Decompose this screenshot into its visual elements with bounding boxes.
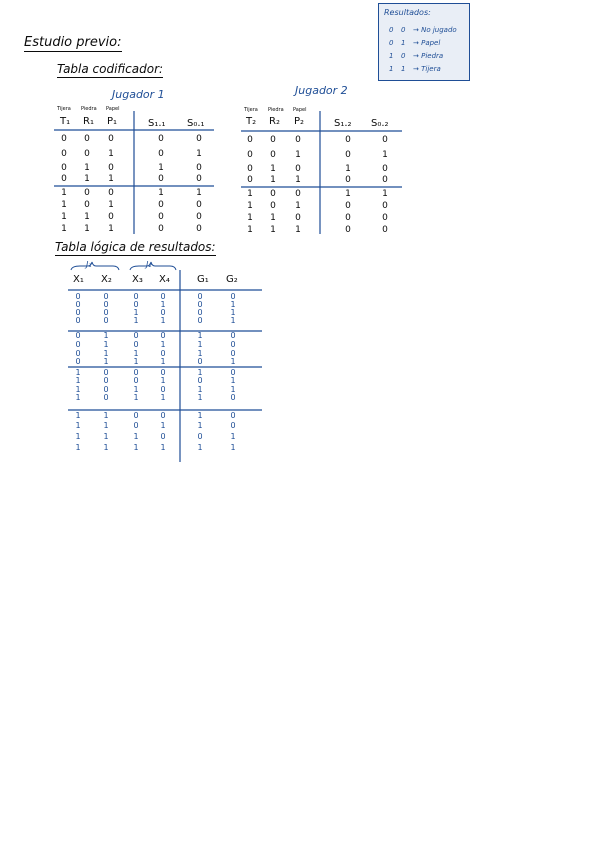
logica-cell: 1	[197, 393, 203, 402]
j1-brace	[71, 262, 119, 270]
jugador1-small-label: Tijera	[57, 106, 71, 112]
jugador1-title: Jugador 1	[112, 88, 165, 101]
jugador1-cell: 0	[196, 212, 202, 222]
jugador2-cell: 0	[270, 201, 276, 211]
jugador1-cell: 1	[84, 212, 90, 222]
logica-cell: 0	[133, 411, 139, 420]
logica-cell: 1	[103, 357, 109, 366]
logica-cell: 0	[103, 316, 109, 325]
jugador2-cell: 0	[382, 213, 388, 223]
jugador1-small-label: Piedra	[81, 106, 97, 112]
logica-cell: 0	[133, 292, 139, 301]
logica-cell: 1	[197, 443, 203, 452]
jugador1-cell: 0	[61, 134, 67, 144]
logica-cell: 0	[133, 376, 139, 385]
logica-cell: 1	[160, 443, 166, 452]
jugador2-header: S₀.₂	[371, 118, 389, 129]
jugador2-small-label: Piedra	[268, 107, 284, 113]
jugador1-cell: 0	[84, 200, 90, 210]
logica-cell: 0	[160, 331, 166, 340]
logica-cell: 1	[160, 300, 166, 309]
logica-cell: 0	[103, 308, 109, 317]
logica-cell: 1	[103, 421, 109, 430]
logica-cell: 1	[75, 376, 81, 385]
logica-cell: 1	[75, 393, 81, 402]
resultados-row: 1 0 → Piedra	[389, 52, 444, 60]
logica-cell: 0	[103, 385, 109, 394]
logica-cell: 1	[103, 443, 109, 452]
logica-cell: 0	[160, 292, 166, 301]
logica-cell: 1	[160, 393, 166, 402]
logica-cell: 0	[160, 385, 166, 394]
logica-cell: 0	[103, 393, 109, 402]
logica-cell: 0	[197, 300, 203, 309]
jugador2-cell: 0	[382, 175, 388, 185]
heading-estudio-previo: Estudio previo:	[24, 35, 122, 50]
logica-cell: 0	[197, 432, 203, 441]
logica-cell: 0	[230, 292, 236, 301]
logica-cell: 0	[197, 357, 203, 366]
logica-cell: 0	[160, 308, 166, 317]
jugador2-cell: 0	[382, 201, 388, 211]
heading-tabla-codificador: Tabla codificador:	[57, 62, 164, 76]
jugador1-cell: 0	[158, 200, 164, 210]
jugador2-title: Jugador 2	[295, 84, 348, 97]
logica-cell: 0	[133, 368, 139, 377]
logica-cell: 1	[75, 368, 81, 377]
jugador1-cell: 1	[108, 174, 114, 184]
logica-cell: 0	[160, 411, 166, 420]
jugador2-cell: 0	[345, 175, 351, 185]
resultados-row: 0 0 → No jugado	[389, 26, 457, 34]
jugador2-cell: 0	[295, 189, 301, 199]
logica-cell: 0	[103, 368, 109, 377]
jugador1-cell: 1	[61, 200, 67, 210]
jugador1-cell: 1	[61, 224, 67, 234]
logica-cell: 1	[160, 340, 166, 349]
jugador2-cell: 0	[247, 150, 253, 160]
jugador1-cell: 0	[108, 163, 114, 173]
logica-cell: 1	[160, 316, 166, 325]
jugador2-header: R₂	[269, 116, 280, 127]
jugador1-header: P₁	[107, 116, 118, 127]
jugador2-cell: 1	[247, 213, 253, 223]
logica-cell: 0	[75, 316, 81, 325]
jugador1-cell: 1	[61, 212, 67, 222]
jugador2-cell: 0	[270, 189, 276, 199]
logica-cell: 1	[75, 432, 81, 441]
heading-tabla-logica: Tabla lógica de resultados:	[55, 240, 216, 254]
logica-cell: 0	[75, 349, 81, 358]
logica-cell: 0	[133, 300, 139, 309]
jugador2-small-label: Papel	[293, 107, 307, 113]
logica-cell: 0	[75, 340, 81, 349]
logica-cell: 0	[197, 308, 203, 317]
jugador1-cell: 0	[158, 212, 164, 222]
jugador1-cell: 0	[158, 174, 164, 184]
jugador2-cell: 1	[270, 213, 276, 223]
logica-cell: 1	[197, 331, 203, 340]
logica-cell: 1	[75, 421, 81, 430]
jugador2-cell: 0	[295, 164, 301, 174]
logica-cell: 1	[197, 411, 203, 420]
jugador1-cell: 1	[108, 224, 114, 234]
jugador2-cell: 1	[270, 164, 276, 174]
logica-cell: 1	[197, 385, 203, 394]
jugador2-cell: 0	[345, 201, 351, 211]
logica-cell: 0	[133, 331, 139, 340]
jugador1-cell: 0	[61, 163, 67, 173]
jugador1-cell: 0	[196, 163, 202, 173]
jugador1-cell: 0	[61, 149, 67, 159]
jugador1-cell: 0	[196, 134, 202, 144]
jugador1-cell: 0	[196, 224, 202, 234]
logica-cell: 0	[230, 421, 236, 430]
logica-cell: 1	[160, 357, 166, 366]
logica-cell: 0	[103, 376, 109, 385]
jugador2-cell: 0	[247, 135, 253, 145]
jugador2-cell: 0	[270, 150, 276, 160]
jugador2-header: P₂	[294, 116, 305, 127]
jugador2-cell: 0	[295, 213, 301, 223]
logica-cell: 1	[197, 349, 203, 358]
jugador1-cell: 0	[108, 134, 114, 144]
logica-cell: 1	[133, 443, 139, 452]
logica-cell: 0	[230, 331, 236, 340]
jugador1-cell: 1	[84, 224, 90, 234]
logica-cell: 1	[133, 349, 139, 358]
jugador2-cell: 1	[345, 164, 351, 174]
logica-cell: 1	[133, 316, 139, 325]
jugador1-cell: 1	[84, 174, 90, 184]
logica-cell: 1	[103, 349, 109, 358]
jugador1-cell: 1	[108, 200, 114, 210]
jugador1-cell: 1	[108, 149, 114, 159]
logica-cell: 1	[230, 357, 236, 366]
logica-cell: 0	[160, 368, 166, 377]
resultados-row: 1 1 → Tijera	[389, 65, 441, 73]
jugador2-header: T₂	[246, 116, 257, 127]
jugador1-header: T₁	[60, 116, 71, 127]
logica-cell: 1	[75, 443, 81, 452]
jugador2-cell: 1	[270, 175, 276, 185]
logica-cell: 1	[230, 385, 236, 394]
logica-cell: 1	[160, 421, 166, 430]
jugador1-header: S₀.₁	[187, 118, 205, 129]
logica-cell: 1	[230, 300, 236, 309]
jugador2-cell: 1	[247, 225, 253, 235]
logica-cell: 0	[230, 411, 236, 420]
jugador1-cell: 1	[196, 188, 202, 198]
logica-cell: 0	[75, 292, 81, 301]
logica-cell: 1	[230, 376, 236, 385]
jugador2-cell: 0	[345, 135, 351, 145]
jugador1-cell: 0	[84, 134, 90, 144]
jugador1-cell: 0	[158, 149, 164, 159]
jugador2-cell: 0	[295, 135, 301, 145]
logica-cell: 0	[75, 331, 81, 340]
jugador2-cell: 1	[382, 150, 388, 160]
logica-cell: 1	[230, 432, 236, 441]
jugador1-cell: 1	[61, 188, 67, 198]
logica-cell: 0	[197, 292, 203, 301]
jugador1-small-label: Papel	[106, 106, 120, 112]
logica-cell: 0	[75, 300, 81, 309]
logica-cell: 0	[197, 316, 203, 325]
resultados-row: 0 1 → Papel	[389, 39, 441, 47]
j2-brace	[130, 262, 176, 270]
logica-cell: 1	[230, 443, 236, 452]
jugador2-cell: 0	[382, 164, 388, 174]
logica-header: X₂	[101, 274, 112, 285]
logica-cell: 0	[230, 340, 236, 349]
logica-header: X₄	[159, 274, 170, 285]
jugador1-cell: 0	[61, 174, 67, 184]
logica-cell: 0	[230, 393, 236, 402]
jugador2-cell: 0	[382, 225, 388, 235]
jugador1-cell: 0	[84, 149, 90, 159]
jugador1-cell: 0	[158, 134, 164, 144]
jugador1-header: S₁.₁	[148, 118, 166, 129]
jugador1-cell: 0	[196, 200, 202, 210]
jugador2-cell: 0	[345, 213, 351, 223]
logica-header: G₂	[226, 274, 238, 285]
logica-cell: 1	[103, 411, 109, 420]
logica-cell: 0	[103, 300, 109, 309]
jugador1-header: R₁	[83, 116, 94, 127]
jugador2-cell: 1	[345, 189, 351, 199]
logica-header: X₁	[73, 274, 84, 285]
jugador2-cell: 0	[345, 150, 351, 160]
logica-cell: 1	[133, 308, 139, 317]
jugador2-cell: 0	[247, 175, 253, 185]
logica-cell: 0	[103, 292, 109, 301]
jugador2-cell: 1	[382, 189, 388, 199]
jugador2-cell: 1	[295, 225, 301, 235]
logica-header: G₁	[197, 274, 209, 285]
jugador2-cell: 1	[270, 225, 276, 235]
jugador1-cell: 0	[158, 224, 164, 234]
logica-cell: 0	[197, 376, 203, 385]
jugador2-cell: 0	[345, 225, 351, 235]
logica-cell: 1	[160, 376, 166, 385]
logica-cell: 0	[160, 432, 166, 441]
jugador1-cell: 0	[84, 188, 90, 198]
jugador2-small-label: Tijera	[244, 107, 258, 113]
jugador2-cell: 1	[247, 189, 253, 199]
logica-group-label: J₂	[146, 260, 152, 269]
resultados-title: Resultados:	[384, 8, 431, 17]
logica-cell: 1	[197, 421, 203, 430]
jugador2-cell: 1	[295, 201, 301, 211]
logica-cell: 1	[133, 385, 139, 394]
logica-cell: 0	[133, 421, 139, 430]
logica-cell: 1	[103, 432, 109, 441]
jugador1-cell: 1	[84, 163, 90, 173]
jugador2-cell: 0	[270, 135, 276, 145]
logica-header: X₃	[132, 274, 143, 285]
logica-cell: 1	[133, 393, 139, 402]
jugador2-header: S₁.₂	[334, 118, 352, 129]
jugador2-cell: 0	[247, 164, 253, 174]
logica-cell: 1	[103, 340, 109, 349]
jugador2-cell: 1	[295, 175, 301, 185]
logica-group-label: J₁	[86, 260, 92, 269]
logica-cell: 0	[230, 349, 236, 358]
jugador1-cell: 0	[196, 174, 202, 184]
logica-cell: 0	[133, 340, 139, 349]
jugador1-cell: 1	[158, 163, 164, 173]
logica-cell: 1	[197, 340, 203, 349]
logica-cell: 1	[133, 432, 139, 441]
logica-cell: 1	[230, 308, 236, 317]
logica-cell: 0	[230, 368, 236, 377]
logica-cell: 1	[230, 316, 236, 325]
logica-cell: 0	[75, 357, 81, 366]
logica-cell: 1	[197, 368, 203, 377]
logica-cell: 1	[133, 357, 139, 366]
jugador2-cell: 1	[247, 201, 253, 211]
jugador1-cell: 0	[108, 188, 114, 198]
logica-cell: 1	[103, 331, 109, 340]
jugador1-cell: 1	[196, 149, 202, 159]
logica-cell: 0	[75, 308, 81, 317]
jugador2-cell: 0	[382, 135, 388, 145]
logica-cell: 1	[75, 411, 81, 420]
jugador2-cell: 1	[295, 150, 301, 160]
logica-cell: 0	[160, 349, 166, 358]
logica-cell: 1	[75, 385, 81, 394]
jugador1-cell: 0	[108, 212, 114, 222]
jugador1-cell: 1	[158, 188, 164, 198]
